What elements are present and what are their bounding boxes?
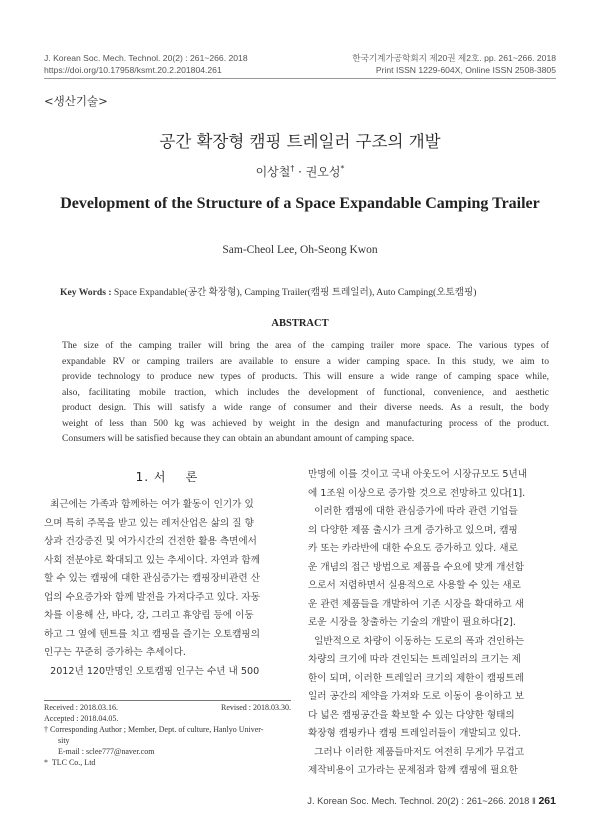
abstract-line: weight of less than 500 kg was achieved by weight in the design and manufacturing process of the product.: [62, 417, 549, 429]
doi-link[interactable]: https://doi.org/10.17958/ksmt.20.2.201804.261: [44, 65, 222, 75]
body-line: 운 개념의 접근 방법으로 제품을 수요에 맞게 개선함: [308, 561, 524, 573]
header-divider: [44, 78, 556, 79]
body-line: 할 수 있는 캠핑에 대한 관심증가는 캠핑장비관련 산: [44, 573, 260, 584]
body-line: 차량의 크기에 따라 견인되는 트레일러의 크기는 제: [308, 654, 521, 665]
body-line: 하고 그 옆에 텐트를 치고 캠핑을 즐기는 오토캠핑의: [44, 628, 260, 640]
body-line: 의 다양한 제품 출시가 크게 증가하고 있으며, 캠핑: [308, 524, 518, 536]
abstract-line: product design. This will satisfy a wide range of consumer and their diverse needs. As a result, the body: [62, 402, 549, 413]
body-line: 카 또는 카라반에 대한 수요도 증가하고 있다. 새로: [308, 543, 518, 554]
body-line: 로운 시장을 창출하는 기술의 개발이 필요하다[2].: [308, 617, 516, 628]
body-line: 상과 건강증진 및 여가시간의 건전한 활용 측면에서: [44, 536, 257, 547]
corresponding-mark: †: [290, 164, 295, 173]
abstract-line: provide technology to produce new types of products. This will ensure a wide range of camping space while,: [62, 371, 549, 382]
body-line: 2012년 120만명인 오토캠핑 인구는 수년 내 500: [44, 665, 260, 677]
paper-title-korean: 공간 확장형 캠핑 트레일러 구조의 개발: [159, 132, 441, 151]
abstract-line: expandable RV or camping trailers are available to ensure a wider camping space. In this study, we aim to: [62, 355, 549, 367]
footnote-divider: [44, 700, 291, 701]
section-heading-introduction: 1. 서 론: [135, 470, 199, 484]
body-line: 제작비용이 고가라는 문제점과 함께 캠핑에 필요한: [308, 765, 518, 776]
body-line: 일러 공간의 제약을 가져와 도로 이동이 용이하고 보: [308, 691, 524, 702]
revised-date: Revised : 2018.03.30.: [221, 703, 291, 712]
paper-title-english: Development of the Structure of a Space Expandable Camping Trailer: [60, 195, 540, 212]
journal-citation-ko: 한국기계가공학회지 제20권 제2호. pp. 261~266. 2018: [352, 53, 556, 63]
left-column-text: [44, 496, 291, 681]
keywords-text: Space Expandable(공간 확장형), Camping Trailer(캠핑 트레일러), Auto Camping(오토캠핑): [111, 287, 477, 298]
received-date: Received : 2018.03.16.: [44, 703, 118, 712]
body-line: 그러나 이러한 제품들마저도 여전히 무게가 무겁고: [308, 746, 524, 758]
body-line: 한이 되며, 이러한 트레일러 크기의 제한이 캠핑트레: [308, 672, 524, 684]
body-line: 업의 수요증가와 함께 발전을 가져다주고 있다. 자동: [44, 591, 260, 603]
body-line: 이러한 캠핑에 대한 관심증가에 따라 관련 기업들: [308, 506, 518, 517]
author-name: 권오성: [305, 165, 341, 179]
author-separator: ·: [294, 165, 306, 179]
body-line: 인구는 꾸준히 증가하는 추세이다.: [44, 647, 186, 658]
page-number: 261: [538, 795, 556, 807]
author-email[interactable]: E-mail : sclee777@naver.com: [58, 747, 155, 756]
footer-citation: J. Korean Soc. Mech. Technol. 20(2) : 261~266. 2018 ‖: [307, 795, 539, 806]
body-line: 최근에는 가족과 함께하는 여가 활동이 인기가 있: [44, 499, 254, 510]
body-line: 운 관련 제품들을 개발하여 기존 시장을 확대하고 새: [308, 598, 524, 610]
abstract-line: Consumers will be satisfied because they can obtain an abundant amount of camping space.: [62, 433, 415, 444]
body-line: 다 넓은 캠핑공간을 확보할 수 있는 다양한 형태의: [308, 709, 515, 721]
page-footer: [307, 795, 556, 807]
keywords-label: Key Words :: [60, 287, 112, 298]
authors-english: Sam-Cheol Lee, Oh-Seong Kwon: [222, 244, 378, 256]
right-column-text: [308, 466, 556, 781]
accepted-date: Accepted : 2018.04.05.: [44, 714, 119, 723]
body-line: 사회 전분야로 확대되고 있는 추세이다. 자연과 함께: [44, 554, 260, 566]
corresponding-author: † Corresponding Author ; Member, Dept. of culture, Hanlyo Univer-: [44, 725, 264, 734]
author-name: 이상철: [255, 165, 291, 179]
body-line: 확장형 캠핑카나 캠핑 트레일러들이 개발되고 있다.: [308, 728, 521, 739]
body-line: 에 1조원 이상으로 증가할 것으로 전망하고 있다[1].: [308, 487, 526, 499]
keywords: [60, 284, 550, 298]
issn-info: Print ISSN 1229-604X, Online ISSN 2508-3805: [375, 65, 556, 75]
abstract-body: [62, 338, 549, 447]
abstract-line: also, facilitating mobile traction, which includes the development of functional, convenience, and aesthetic: [62, 386, 549, 398]
authors-korean: [0, 163, 600, 180]
affiliation-note: * TLC Co., Ltd: [44, 758, 96, 767]
corresponding-author-cont: sity: [58, 736, 70, 745]
abstract-heading: ABSTRACT: [271, 318, 329, 329]
body-line: 만명에 이를 것이고 국내 아웃도어 시장규모도 5년내: [308, 469, 528, 480]
body-line: 차를 이용해 산, 바다, 강, 그리고 휴양림 등에 이동: [44, 610, 254, 621]
section-tag: <생산기술>: [44, 94, 108, 108]
footnotes: [44, 702, 291, 768]
abstract-line: The size of the camping trailer will bring the area of the camping trailer more space. The various types of: [62, 340, 549, 351]
body-line: 으며 특히 주목을 받고 있는 레저산업은 삶의 질 향: [44, 517, 254, 529]
dates-row: [44, 702, 291, 713]
body-line: 일반적으로 차량이 이동하는 도로의 폭과 견인하는: [308, 635, 524, 647]
affiliation-mark: *: [340, 164, 345, 173]
body-line: 으로서 저렴하면서 실용적으로 사용할 수 있는 새로: [308, 580, 521, 591]
journal-citation: J. Korean Soc. Mech. Technol. 20(2) : 261~266. 2018: [44, 53, 248, 63]
